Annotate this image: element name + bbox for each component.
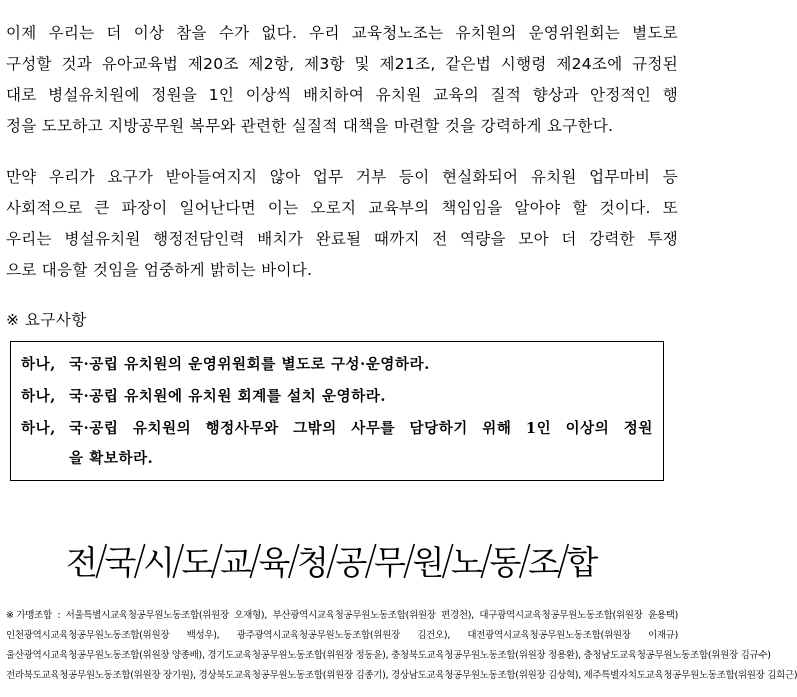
union-name-char: 도 [181,543,214,582]
paragraph-line: 사회적으로 큰 파장이 일어난다면 이는 오로지 교육부의 책임임을 알아야 할 것이다. 또 [6,199,678,217]
footer-line: 울산광역시교육청공무원노동조합(위원장 양종배), 경기도교육청공무원노동조합(위원장 정동윤), 충청북도교육청공무원노동조합(위원장 정용환), 충청남도교육청공무원노동조합(위원장 김규수) [6,650,771,661]
body-paragraph-1 [6,18,678,142]
requirement-text: 국·공립 유치원의 행정사무와 그밖의 사무를 담당하기 위해 1인 이상의 정원 [69,420,653,437]
requirement-lead: 하나, [21,420,56,437]
requirement-text: 국·공립 유치원의 운영위원회를 별도로 구성·운영하라. [69,356,430,373]
union-name-char: 국 [104,543,137,582]
requirement-text: 을 확보하라. [69,450,154,467]
member-unions-footer [6,606,797,686]
requirements-box [10,341,664,481]
union-name-char: 조 [528,543,560,582]
union-name-char: 청 [297,543,329,582]
union-name-char: 육 [258,543,291,582]
union-name-char: 전 [66,543,98,582]
paragraph-line: 구성할 것과 유아교육법 제20조 제2항, 제3항 및 제21조, 같은법 시행령 제24조에 규정된 [6,55,678,73]
paragraph-line: 정을 도모하고 지방공무원 복무와 관련한 실질적 대책을 마련할 것을 강력하게 요구한다. [6,117,614,135]
requirement-item [21,382,653,412]
union-name-char: 동 [489,543,522,582]
footer-line: 전라북도교육청공무원노동조합(위원장 장기원), 경상북도교육청공무원노동조합(위원장 김종기), 경상남도교육청공무원노동조합(위원장 김상혁), 제주특별자치도교육청공무원노동조합(위원장 김희근) [6,670,797,681]
union-name-char: 원 [412,543,445,582]
paragraph-line: 이제 우리는 더 이상 참을 수가 없다. 우리 교육청노조는 유치원의 운영위원회는 별도로 [6,24,678,42]
requirement-lead: 하나, [21,356,56,373]
union-name-char: 무 [374,543,406,582]
union-name-char: 교 [220,543,252,582]
requirement-item [21,350,653,380]
union-name-char: 합 [566,543,599,582]
requirement-lead: 하나, [21,388,56,405]
union-name-char: 노 [451,543,483,582]
requirements-heading: ※ 요구사항 [6,311,87,329]
body-paragraph-2 [6,162,678,286]
paragraph-line: 우리는 병설유치원 행정전담인력 배치가 완료될 때까지 전 역량을 모아 더 강력한 투쟁 [6,230,678,248]
union-name-char: 시 [143,543,175,582]
paragraph-line: 대로 병설유치원에 정원을 1인 이상씩 배치하여 유치원 교육의 질적 향상과 안정적인 행 [6,86,678,104]
footer-line: ※가맹조합 : 서울특별시교육청공무원노동조합(위원장 오재형), 부산광역시교육청공무원노동조합(위원장 편경천), 대구광역시교육청공무원노동조합(위원장 윤용택) [6,610,678,621]
paragraph-line: 으로 대응할 것임을 엄중하게 밝히는 바이다. [6,261,313,279]
footer-line: 인천광역시교육청공무원노동조합(위원장 백성우), 광주광역시교육청공무원노동조합(위원장 김건오), 대전광역시교육청공무원노동조합(위원장 이재규) [6,630,678,641]
paragraph-line: 만약 우리가 요구가 받아들여지지 않아 업무 거부 등이 현실화되어 유치원 업무마비 등 [6,168,678,186]
requirement-item-continuation [69,444,653,474]
requirement-text: 국·공립 유치원에 유치원 회계를 설치 운영하라. [69,388,387,405]
union-name-graphic [0,530,685,590]
union-name-char: 공 [335,543,368,582]
union-name-banner [0,530,685,590]
requirement-item [21,414,653,444]
